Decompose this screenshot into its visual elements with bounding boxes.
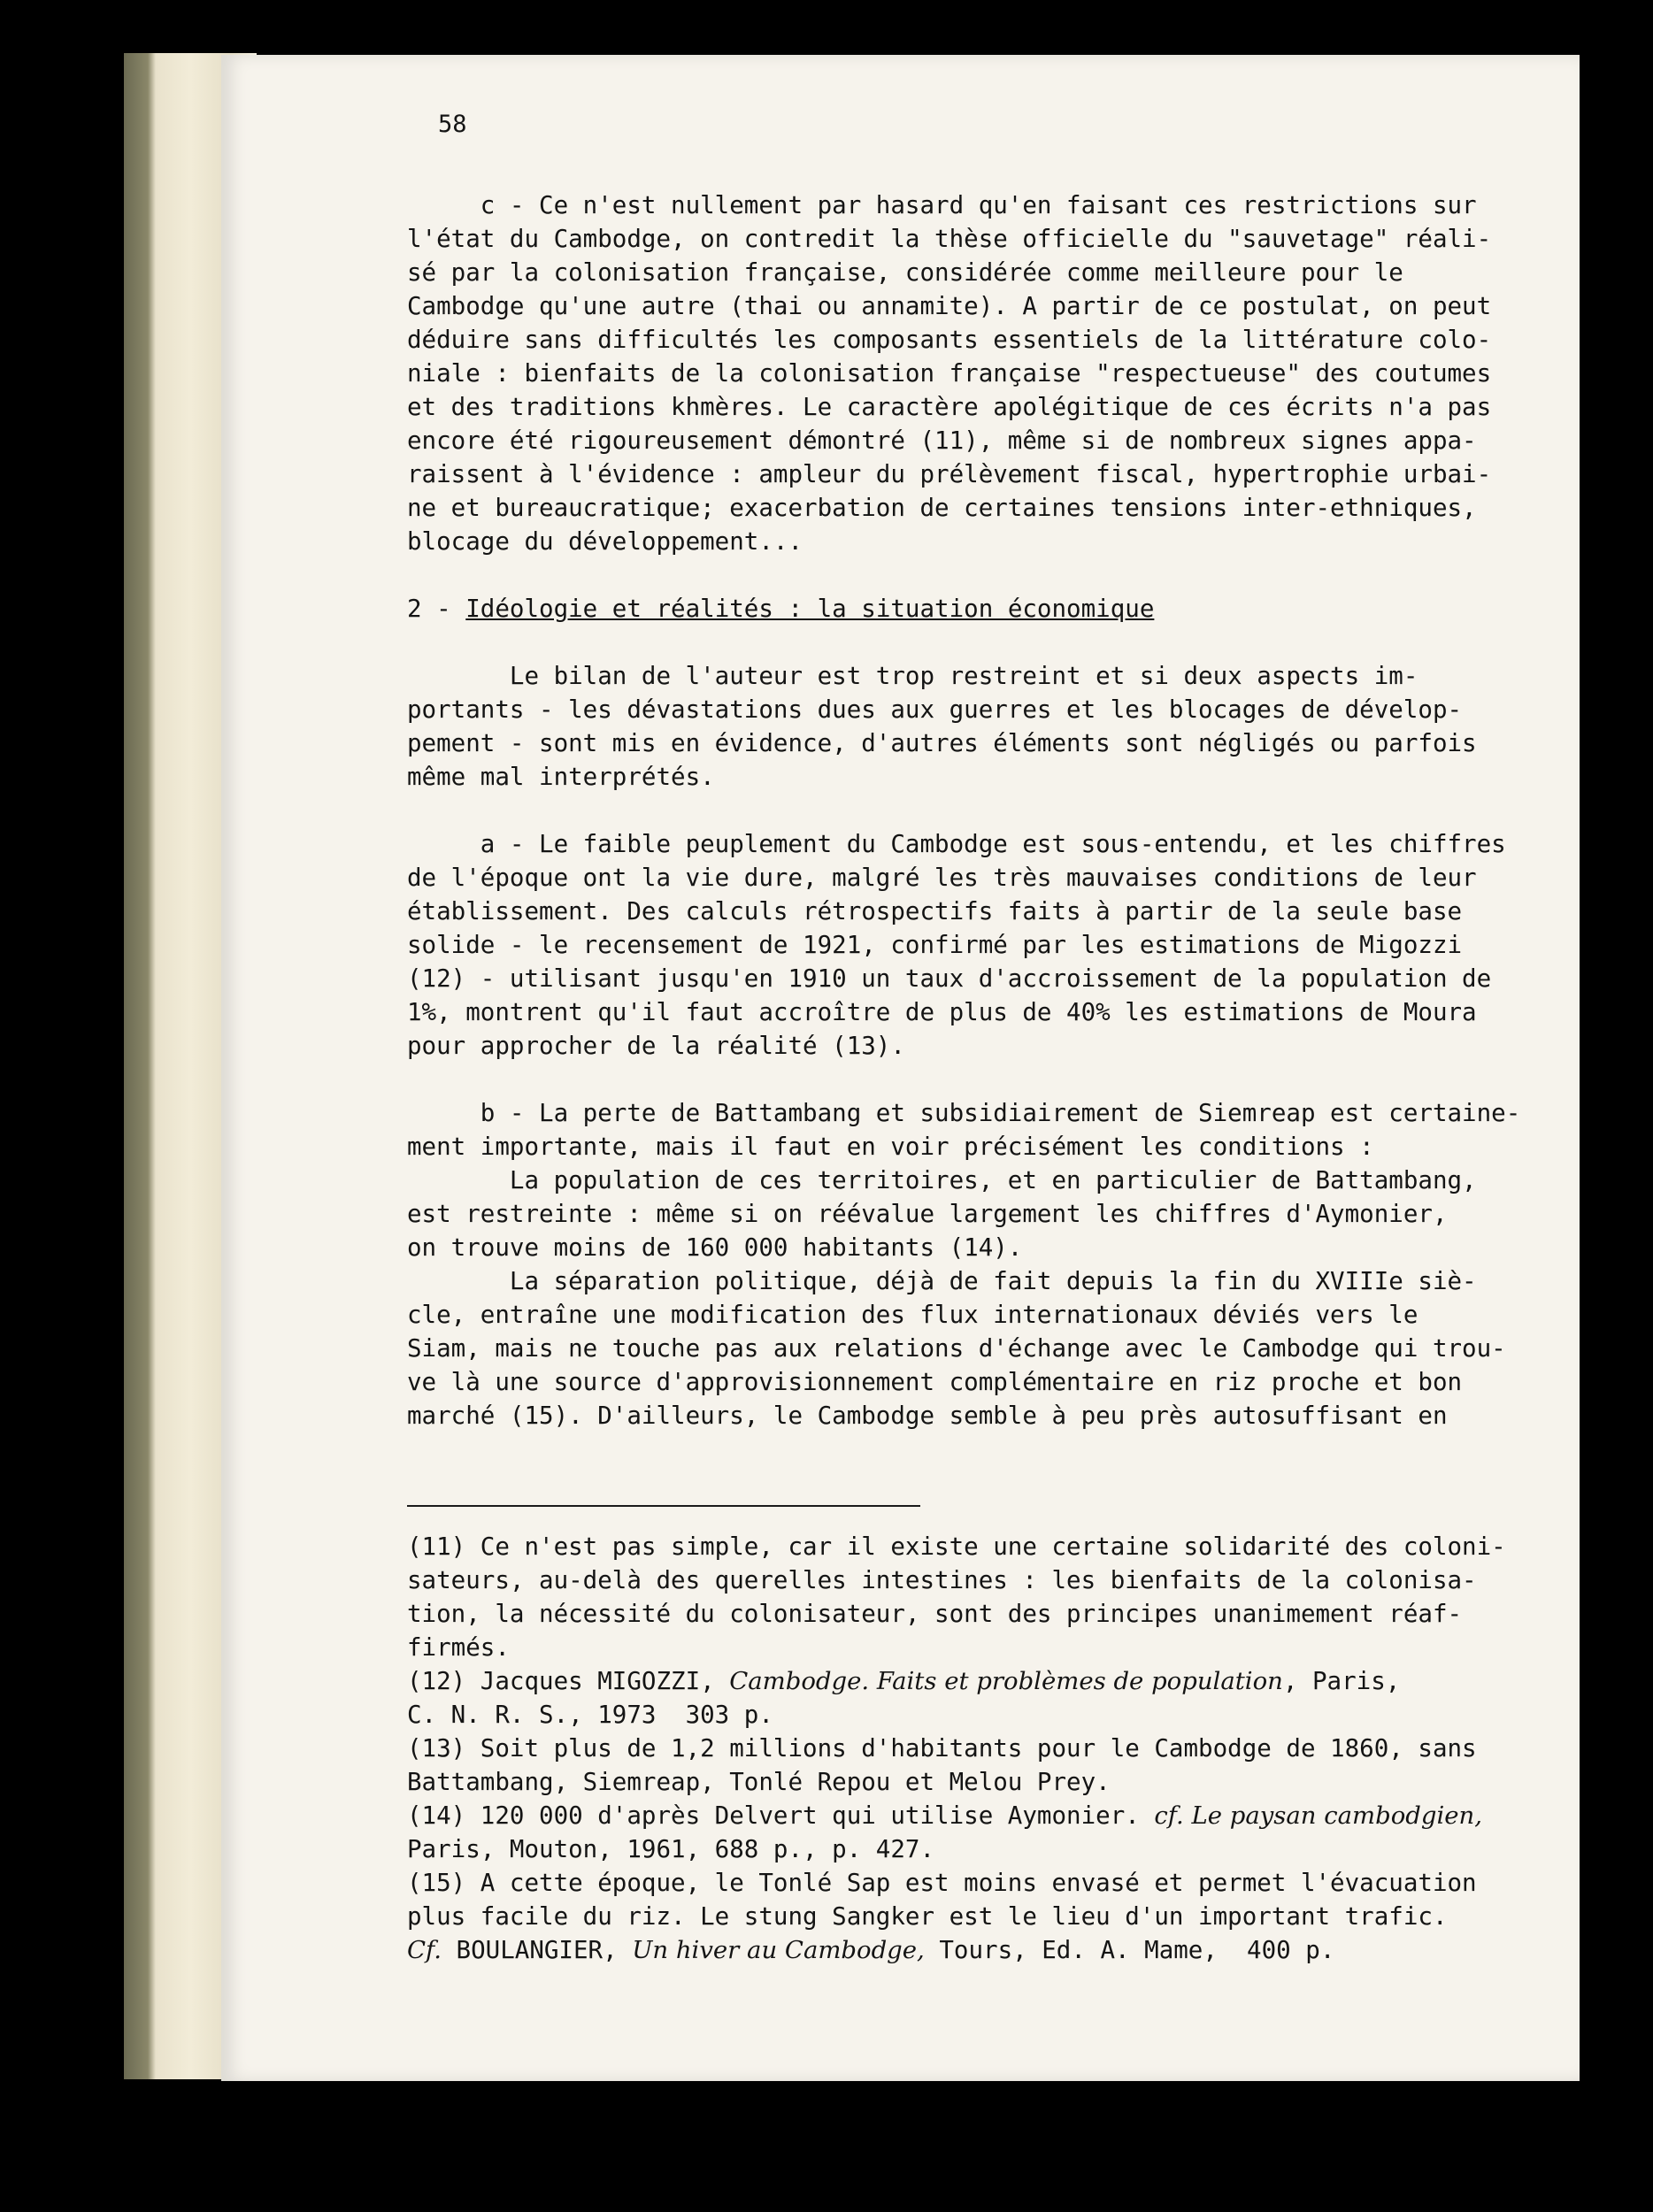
footnote-12-line: C. N. R. S., 1973 303 p. xyxy=(407,1701,773,1729)
footnote-11-line: sateurs, au-delà des querelles intestines : les bienfaits de la colonisa- xyxy=(407,1566,1477,1594)
page-text xyxy=(407,111,1540,1967)
footnote-14-line: Paris, Mouton, 1961, 688 p., p. 427. xyxy=(407,1835,935,1863)
heading-title: Idéologie et réalités : la situation économique xyxy=(465,595,1155,623)
footnote-12-prefix: (12) Jacques MIGOZZI, xyxy=(407,1667,730,1695)
footnote-15-line: plus facile du riz. Le stung Sangker est le lieu d'un important trafic. xyxy=(407,1902,1448,1931)
footnote-15-title: Un hiver au Cambodge, xyxy=(632,1936,925,1964)
footnote-15-author: BOULANGIER, xyxy=(441,1936,633,1964)
text-line: encore été rigoureusement démontré (11), même si de nombreux signes appa- xyxy=(407,426,1477,455)
footnote-15-line xyxy=(407,1933,1540,1967)
footnotes xyxy=(407,1530,1540,1967)
footnote-11-line: firmés. xyxy=(407,1633,510,1662)
footnote-11-line: (11) Ce n'est pas simple, car il existe une certaine solidarité des coloni- xyxy=(407,1532,1506,1561)
footnote-12-line xyxy=(407,1664,1540,1698)
footnote-15-line: (15) A cette époque, le Tonlé Sap est moins envasé et permet l'évacuation xyxy=(407,1869,1477,1897)
text-line: Le bilan de l'auteur est trop restreint et si deux aspects im- xyxy=(407,662,1419,690)
text-line: ne et bureaucratique; exacerbation de certaines tensions inter-ethniques, xyxy=(407,494,1477,522)
text-line: ment importante, mais il faut en voir précisément les conditions : xyxy=(407,1133,1374,1161)
text-line: b - La perte de Battambang et subsidiairement de Siemreap est certaine- xyxy=(407,1099,1521,1127)
text-line: on trouve moins de 160 000 habitants (14). xyxy=(407,1233,1023,1262)
text-line: Siam, mais ne touche pas aux relations d'échange avec le Cambodge qui trou- xyxy=(407,1334,1506,1363)
section-heading xyxy=(407,592,1540,626)
text-line: sé par la colonisation française, considérée comme meilleure pour le xyxy=(407,258,1403,287)
paragraph-b xyxy=(407,1096,1540,1432)
footnote-12-title: Cambodge. Faits et problèmes de population xyxy=(729,1667,1283,1695)
paragraph-a xyxy=(407,827,1540,1063)
text-line: a - Le faible peuplement du Cambodge est sous-entendu, et les chiffres xyxy=(407,830,1506,858)
footnote-15-cf: Cf. xyxy=(407,1936,442,1964)
text-line: raissent à l'évidence : ampleur du prélèvement fiscal, hypertrophie urbai- xyxy=(407,460,1492,488)
footnote-rule xyxy=(407,1505,920,1507)
heading-number: 2 - xyxy=(407,595,466,623)
text-line: La séparation politique, déjà de fait depuis la fin du XVIIIe siè- xyxy=(407,1267,1477,1295)
footnote-15-suffix: Tours, Ed. A. Mame, 400 p. xyxy=(924,1936,1335,1964)
paragraph-intro xyxy=(407,659,1540,794)
page-number: 58 xyxy=(438,111,467,138)
text-line: pour approcher de la réalité (13). xyxy=(407,1032,905,1060)
footnote-12-suffix: , Paris, xyxy=(1282,1667,1401,1695)
text-line: (12) - utilisant jusqu'en 1910 un taux d'accroissement de la population de xyxy=(407,964,1492,993)
text-line: solide - le recensement de 1921, confirmé par les estimations de Migozzi xyxy=(407,931,1463,959)
text-line: niale : bienfaits de la colonisation française "respectueuse" des coutumes xyxy=(407,359,1492,388)
text-line: de l'époque ont la vie dure, malgré les très mauvaises conditions de leur xyxy=(407,864,1477,892)
footnote-14-title: Le paysan cambodgien, xyxy=(1183,1801,1483,1830)
text-line: déduire sans difficultés les composants essentiels de la littérature colo- xyxy=(407,326,1492,354)
text-line: ve là une source d'approvisionnement complémentaire en riz proche et bon xyxy=(407,1368,1463,1396)
footnote-13-line: (13) Soit plus de 1,2 millions d'habitants pour le Cambodge de 1860, sans xyxy=(407,1734,1477,1763)
text-line: blocage du développement... xyxy=(407,527,803,556)
text-line: même mal interprétés. xyxy=(407,763,715,791)
text-line: l'état du Cambodge, on contredit la thèse officielle du "sauvetage" réali- xyxy=(407,225,1492,253)
text-line: c - Ce n'est nullement par hasard qu'en faisant ces restrictions sur xyxy=(407,191,1477,219)
text-line: Cambodge qu'une autre (thai ou annamite). A partir de ce postulat, on peut xyxy=(407,292,1492,320)
text-line: portants - les dévastations dues aux guerres et les blocages de dévelop- xyxy=(407,695,1463,724)
footnote-14-cf: cf. xyxy=(1154,1801,1184,1830)
footnote-11-line: tion, la nécessité du colonisateur, sont des principes unanimement réaf- xyxy=(407,1600,1463,1628)
footnote-14-line xyxy=(407,1799,1540,1832)
text-line: pement - sont mis en évidence, d'autres éléments sont négligés ou parfois xyxy=(407,729,1477,757)
paragraph-c xyxy=(407,188,1540,558)
text-line: 1%, montrent qu'il faut accroître de plus de 40% les estimations de Moura xyxy=(407,998,1477,1026)
text-line: et des traditions khmères. Le caractère apolégitique de ces écrits n'a pas xyxy=(407,393,1492,421)
text-line: établissement. Des calculs rétrospectifs faits à partir de la seule base xyxy=(407,897,1463,926)
text-line: est restreinte : même si on réévalue largement les chiffres d'Aymonier, xyxy=(407,1200,1448,1228)
footnote-13-line: Battambang, Siemreap, Tonlé Repou et Melou Prey. xyxy=(407,1768,1111,1796)
footnote-14-prefix: (14) 120 000 d'après Delvert qui utilise Aymonier. xyxy=(407,1801,1155,1830)
text-line: cle, entraîne une modification des flux internationaux déviés vers le xyxy=(407,1301,1419,1329)
text-line: La population de ces territoires, et en particulier de Battambang, xyxy=(407,1166,1477,1194)
text-line: marché (15). D'ailleurs, le Cambodge semble à peu près autosuffisant en xyxy=(407,1402,1448,1430)
